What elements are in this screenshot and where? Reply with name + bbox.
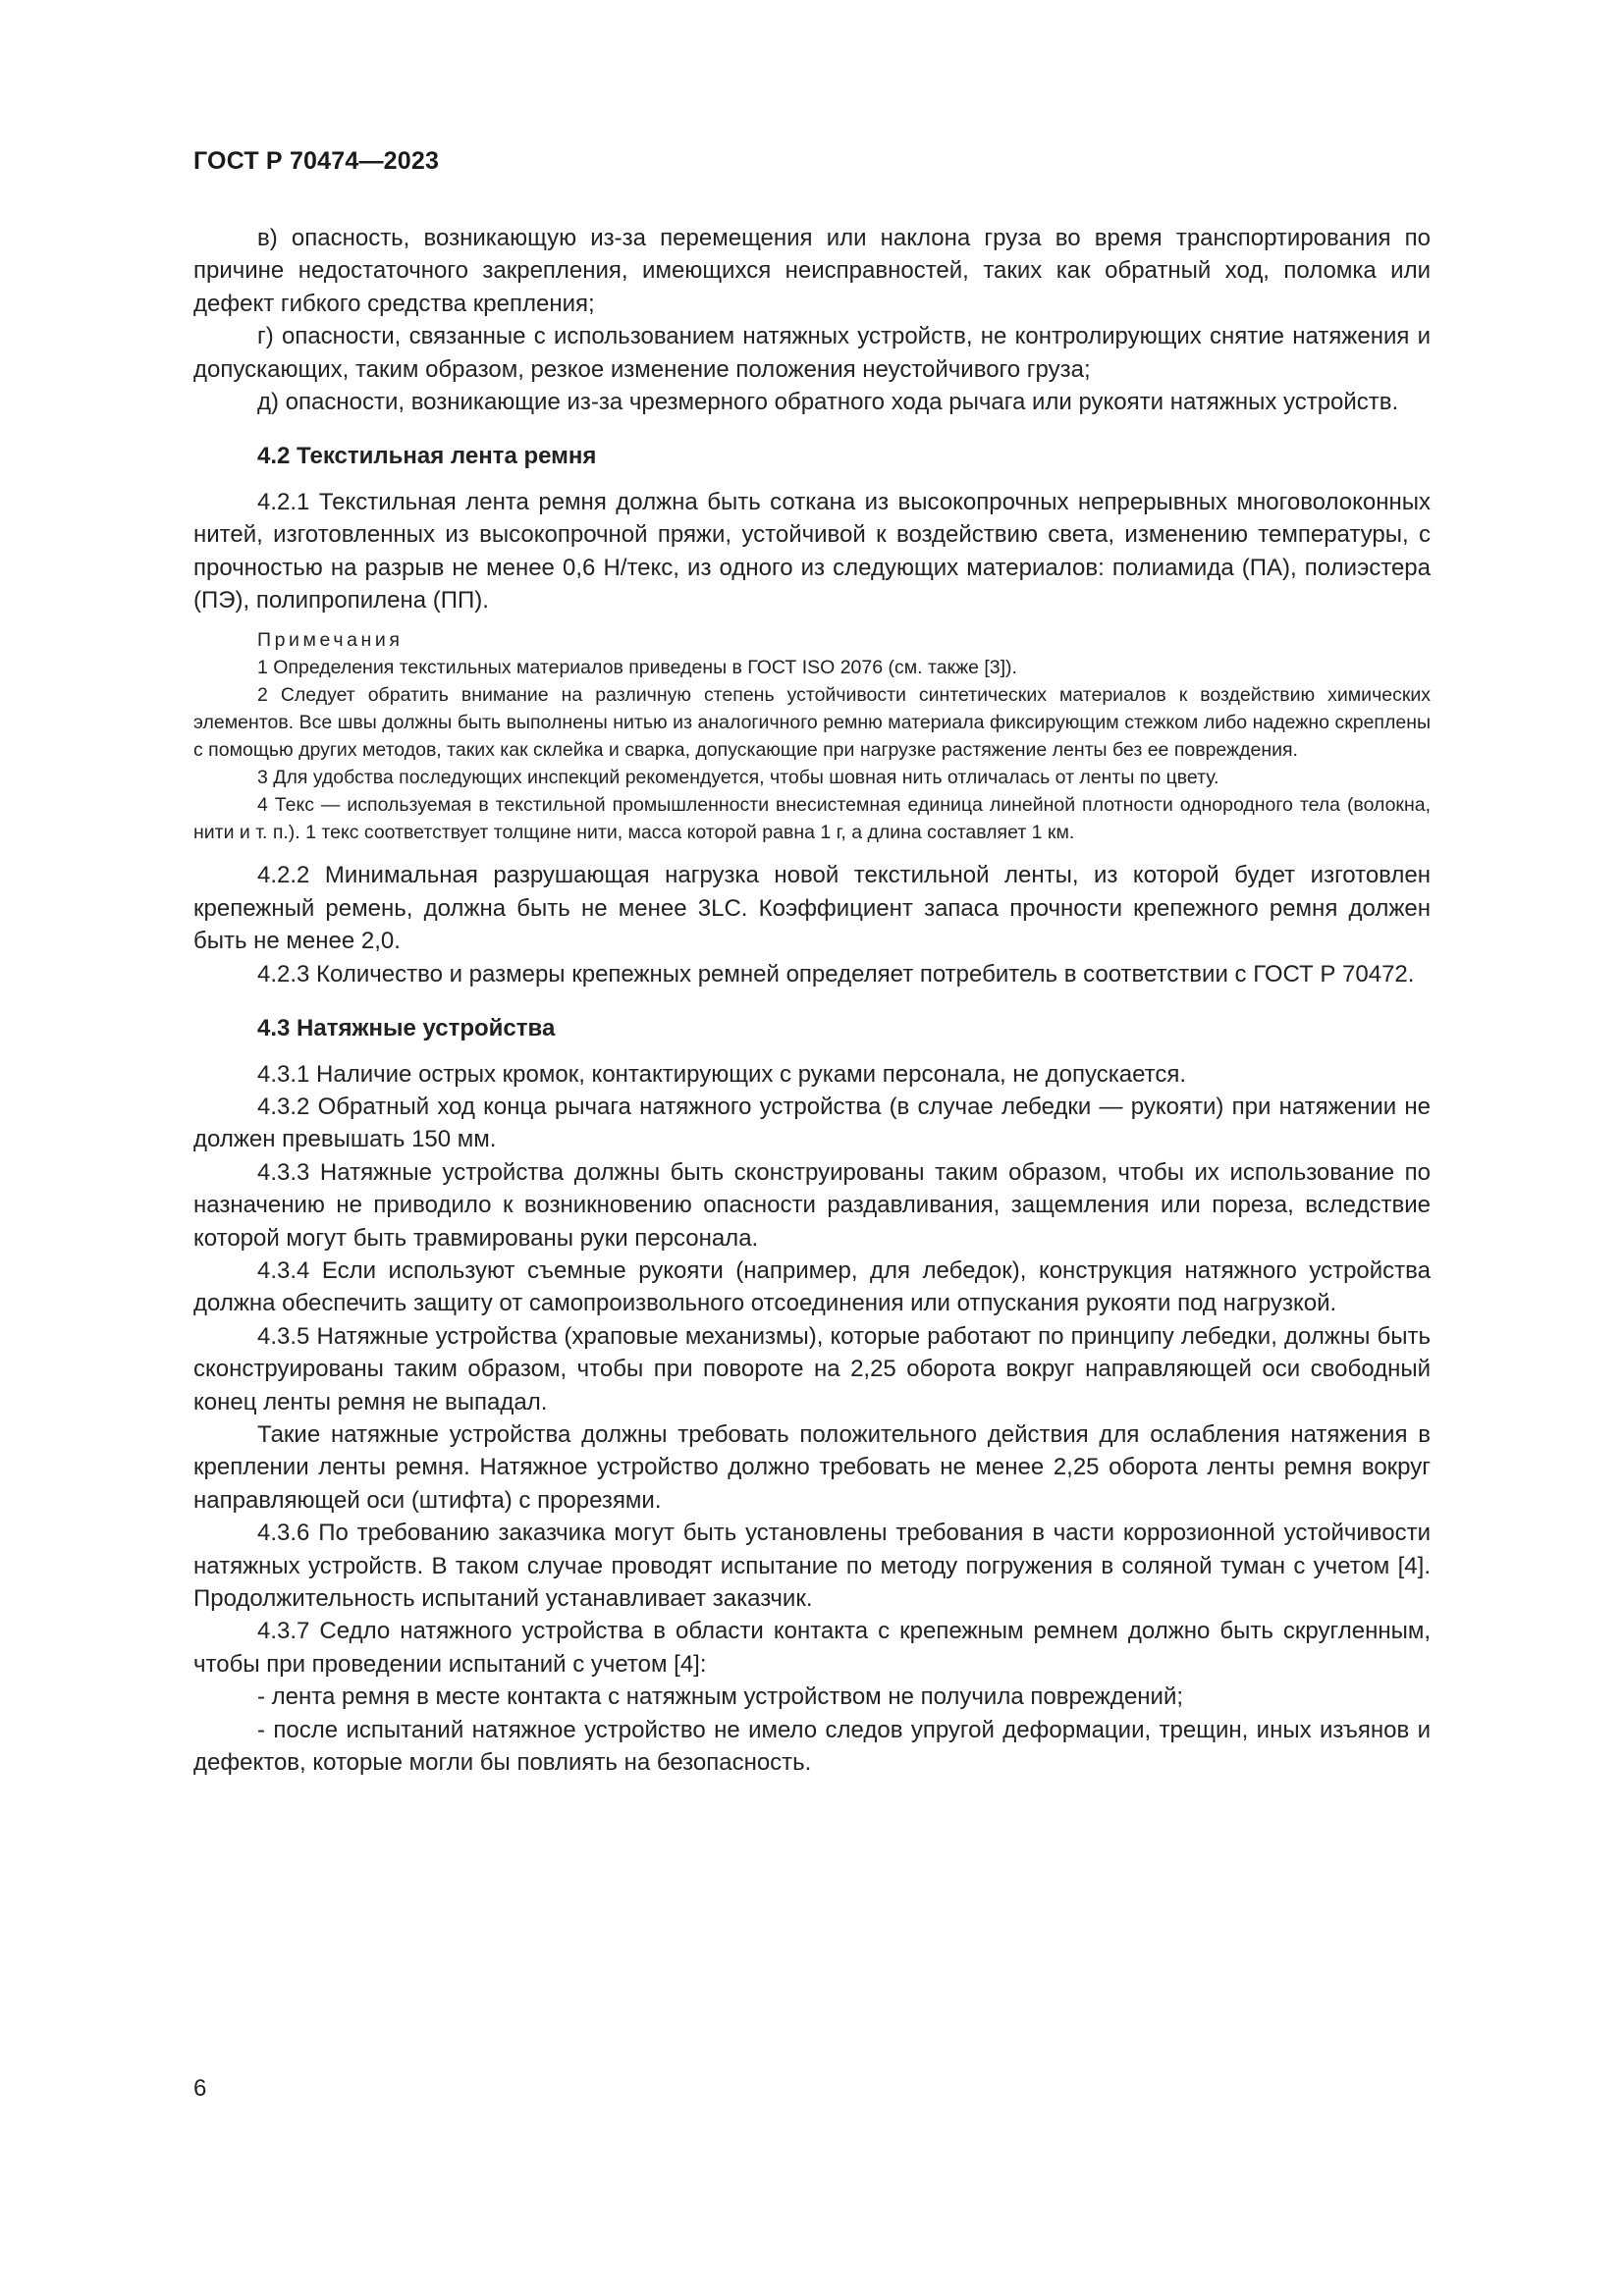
note-item: 1 Определения текстильных материалов приведены в ГОСТ ISO 2076 (см. также [3]). (257, 657, 1017, 679)
document-header: ГОСТ Р 70474—2023 (193, 147, 440, 175)
paragraph-4-3-4: 4.3.4 Если используют съемные рукояти (например, для лебедок), конструкция натяжного устройства должна обеспечить защиту от самопроизвольного отсоединения или отпускания рукояти под нагрузкой. (193, 1256, 1431, 1317)
paragraph-4-2-3: 4.2.3 Количество и размеры крепежных ремней определяет потребитель в соответствии с ГОСТ Р 70472. (257, 960, 1415, 988)
list-item: д) опасности, возникающие из-за чрезмерного обратного хода рычага или рукояти натяжных устройств. (257, 389, 1399, 416)
page-number: 6 (193, 2075, 207, 2102)
note-item: 4 Текс — используемая в текстильной промышленности внесистемная единица линейной плотности однородного тела (волокна, нити и т. п.). 1 текс соответствует толщине нити, масса которой равна 1 г, а длина составляет 1 км. (193, 794, 1431, 844)
note-item: 3 Для удобства последующих инспекций рекомендуется, чтобы шовная нить отличалась от ленты по цвету. (257, 767, 1219, 789)
paragraph-4-3-3: 4.3.3 Натяжные устройства должны быть сконструированы таким образом, чтобы их использование по назначению не приводило к возникновению опасности раздавливания, защемления или пореза, вследствие которой могут быть травмированы руки персонала. (193, 1158, 1431, 1252)
notes-block (193, 626, 1431, 846)
paragraph-4-2-1: 4.2.1 Текстильная лента ремня должна быть соткана из высокопрочных непрерывных многоволоконных нитей, изготовленных из высокопрочной пряжи, устойчивой к воздействию света, изменению температуры, с прочностью на разрыв не менее 0,6 Н/текс, из одного из следующих материалов: полиамида (ПА), полиэстера (ПЭ), полипропилена (ПП). (193, 488, 1431, 614)
document-body (193, 222, 1431, 1779)
list-item: - после испытаний натяжное устройство не имело следов упругой деформации, трещин, иных изъянов и дефектов, которые могли бы повлиять на безопасность. (193, 1716, 1431, 1777)
note-item: 2 Следует обратить внимание на различную степень устойчивости синтетических материалов к воздействию химических элементов. Все швы должны быть выполнены нитью из аналогичного ремню материала фиксирующим стежком либо надежно скреплены с помощью других методов, таких как склейка и сварка, допускающие при нагрузке растяжение ленты без ее повреждения. (193, 684, 1431, 762)
section-title-4-2: 4.2 Текстильная лента ремня (257, 443, 597, 470)
paragraph-4-3-1: 4.3.1 Наличие острых кромок, контактирующих с руками персонала, не допускается. (257, 1060, 1187, 1088)
list-item: в) опасность, возникающую из-за перемещения или наклона груза во время транспортирования по причине недостаточного закрепления, имеющихся неисправностей, таких как обратный ход, поломка или дефект гибкого средства крепления; (193, 225, 1431, 317)
paragraph-4-3-6: 4.3.6 По требованию заказчика могут быть установлены требования в части коррозионной устойчивости натяжных устройств. В таком случае проводят испытание по методу погружения в соляной туман с учетом [4]. Продолжительность испытаний устанавливает заказчик. (193, 1520, 1431, 1612)
paragraph-4-3-5: 4.3.5 Натяжные устройства (храповые механизмы), которые работают по принципу лебедки, должны быть сконструированы таким образом, чтобы при повороте на 2,25 оборота вокруг направляющей оси свободный конец ленты ремня не выпадал. (193, 1322, 1431, 1415)
paragraph-4-2-2: 4.2.2 Минимальная разрушающая нагрузка новой текстильной ленты, из которой будет изготовлен крепежный ремень, должна быть не менее 3LC. Коэффициент запаса прочности крепежного ремня должен быть не менее 2,0. (193, 862, 1431, 955)
section-title-4-3: 4.3 Натяжные устройства (257, 1015, 556, 1042)
notes-title: Примечания (257, 629, 404, 652)
list-item: г) опасности, связанные с использованием натяжных устройств, не контролирующих снятие натяжения и допускающих, таким образом, резкое изменение положения неустойчивого груза; (193, 323, 1431, 383)
list-item: - лента ремня в месте контакта с натяжным устройством не получила повреждений; (257, 1683, 1184, 1711)
paragraph-4-3-2: 4.3.2 Обратный ход конца рычага натяжного устройства (в случае лебедки — рукояти) при натяжении не должен превышать 150 мм. (193, 1093, 1431, 1153)
paragraph-4-3-5-cont: Такие натяжные устройства должны требовать положительного действия для ослабления натяжения в креплении ленты ремня. Натяжное устройство должно требовать не менее 2,25 оборота ленты ремня вокруг направляющей оси (штифта) с прорезями. (193, 1420, 1431, 1514)
paragraph-4-3-7: 4.3.7 Седло натяжного устройства в области контакта с крепежным ремнем должно быть скругленным, чтобы при проведении испытаний с учетом [4]: (193, 1618, 1431, 1678)
